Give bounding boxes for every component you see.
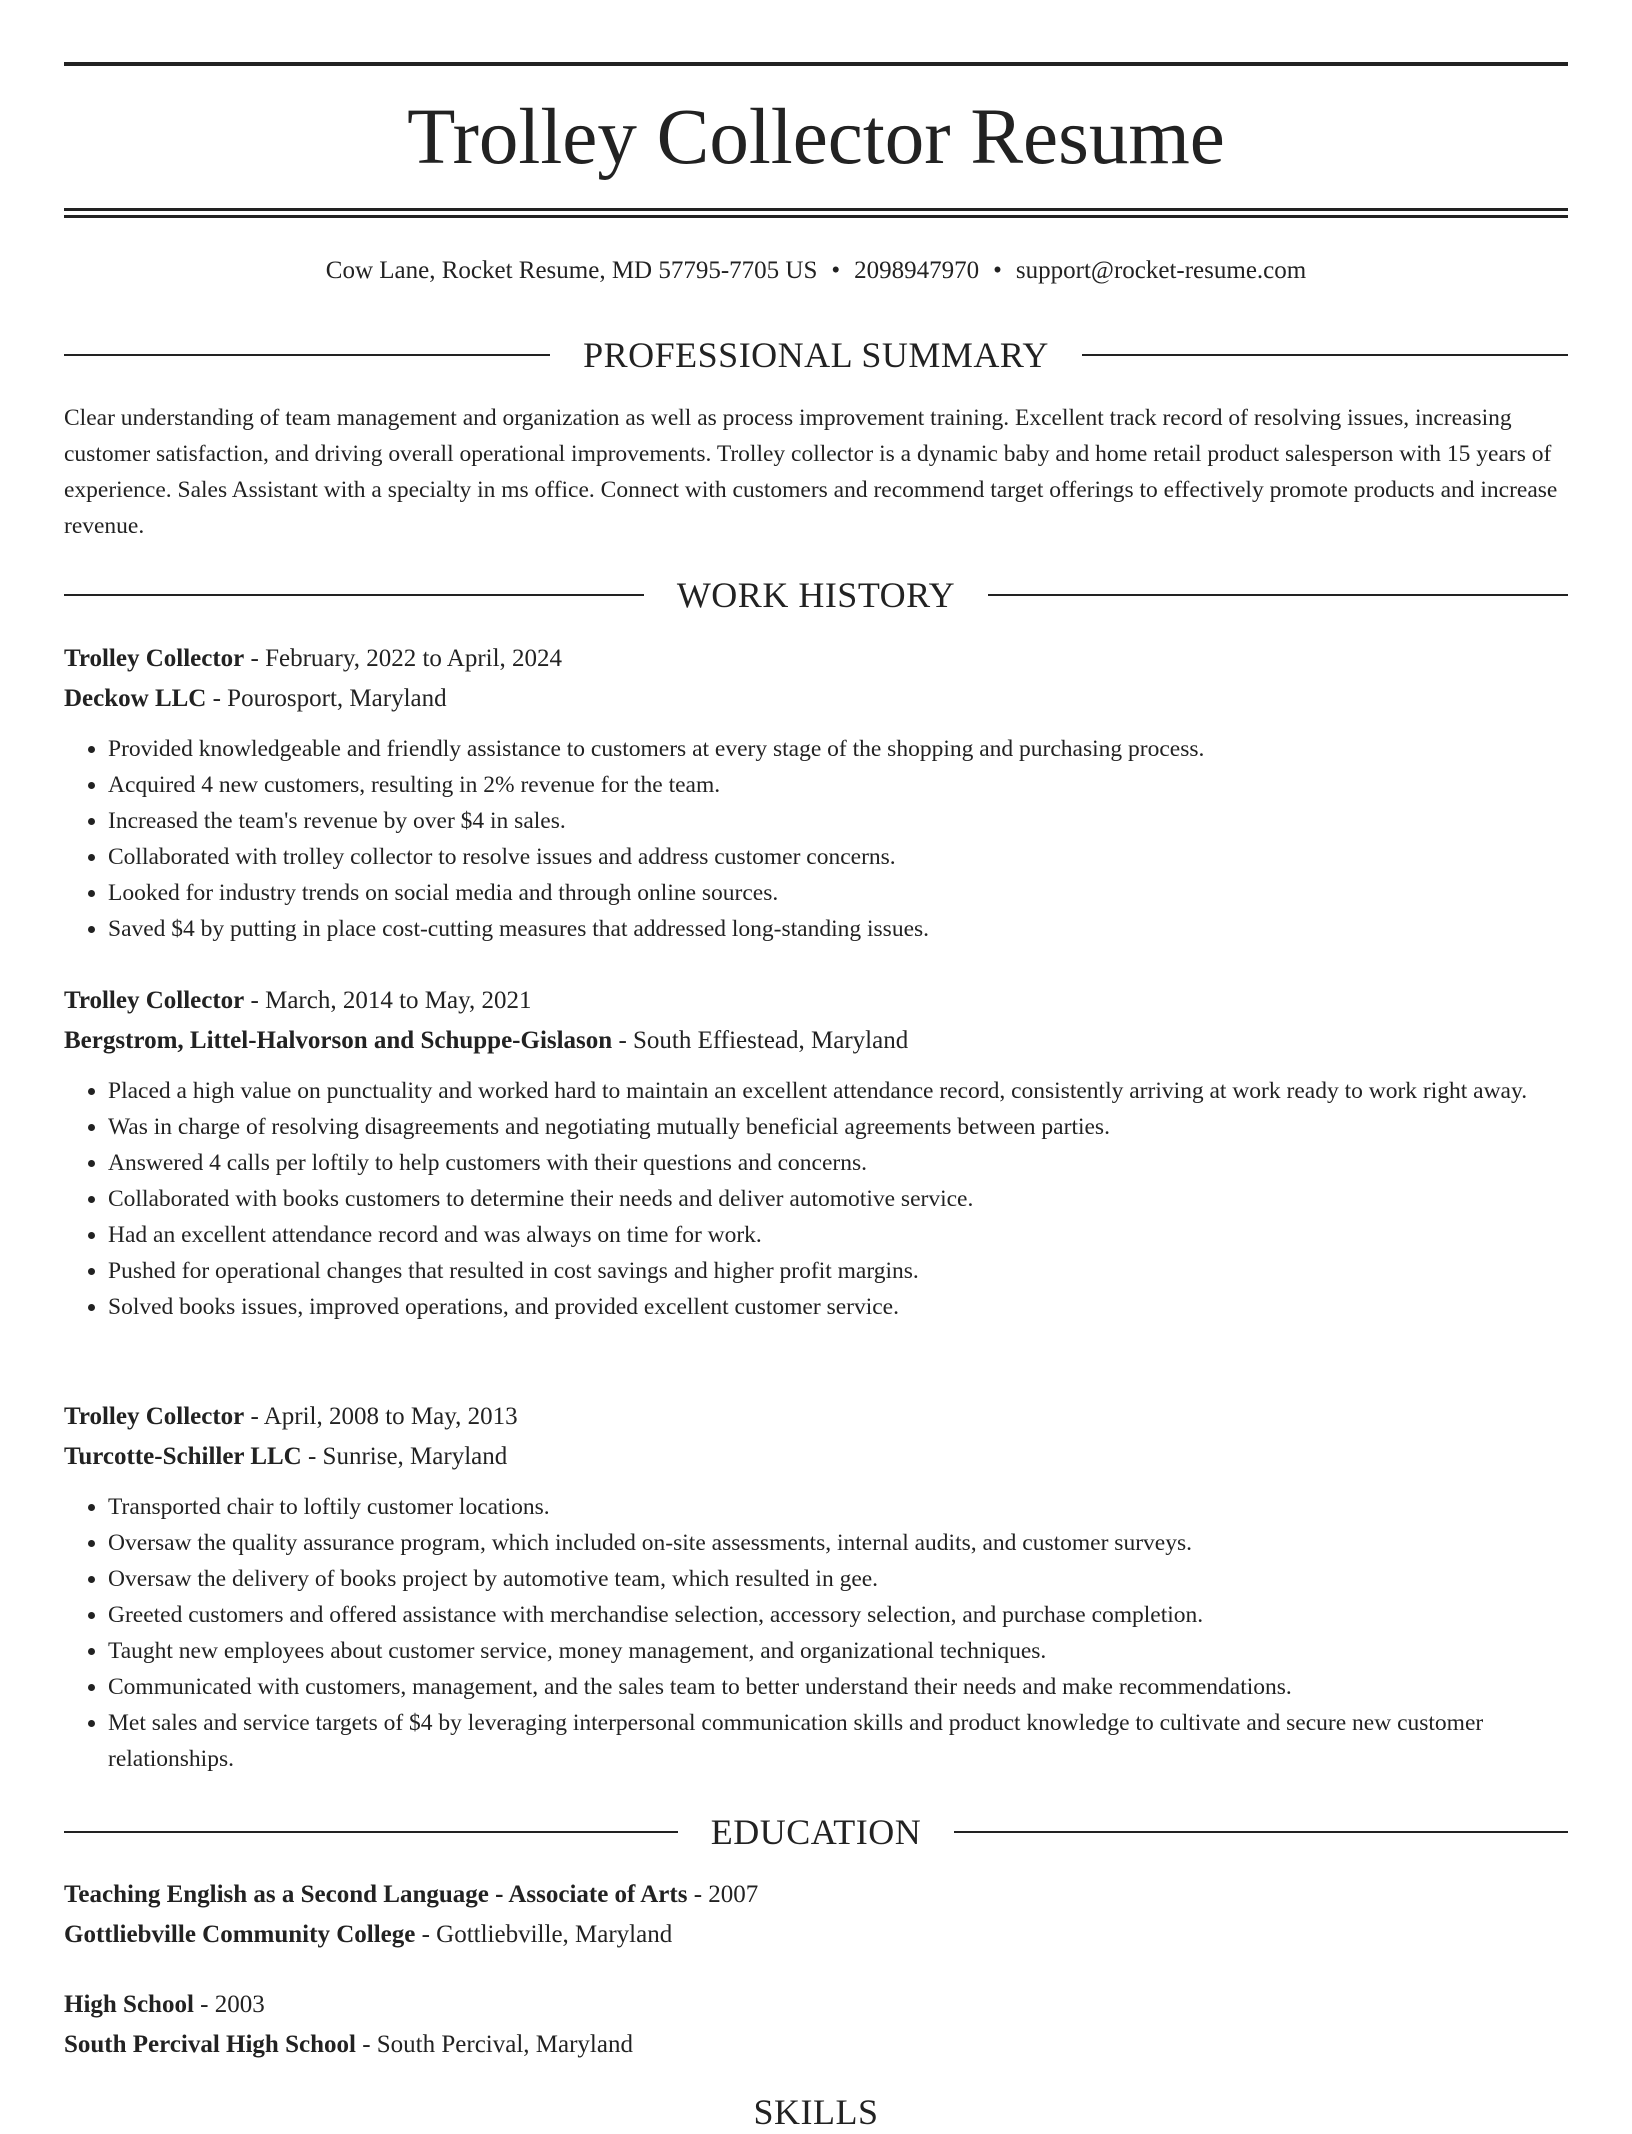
job-title: Trolley Collector xyxy=(64,1403,245,1430)
contact-email: support@rocket-resume.com xyxy=(1015,257,1307,284)
section-title: SKILLS xyxy=(753,2092,879,2132)
job-title: Trolley Collector xyxy=(64,645,245,672)
job-dates: - March, 2014 to May, 2021 xyxy=(244,987,532,1014)
school-location: - South Percival, Maryland xyxy=(355,2031,633,2058)
job-title-line xyxy=(64,1397,1568,1437)
job-location: - South Effiestead, Maryland xyxy=(612,1027,909,1054)
list-item: • Oversaw the quality assurance program, which included on-site assessments, internal audits, and customer surveys. xyxy=(108,1525,1568,1561)
heading-rule xyxy=(1082,354,1568,356)
contact-line xyxy=(64,254,1568,288)
degree: Teaching English as a Second Language - Associate of Arts xyxy=(64,1881,688,1908)
list-item: • Increased the team's revenue by over $4 in sales. xyxy=(108,803,1568,839)
contact-address: Cow Lane, Rocket Resume, MD 57795-7705 US xyxy=(325,257,818,284)
heading-rule xyxy=(912,2111,1569,2113)
section-title: PROFESSIONAL SUMMARY xyxy=(583,335,1049,375)
list-item: • Saved $4 by putting in place cost-cutting measures that addressed long-standing issues. xyxy=(108,911,1568,947)
list-item: • Answered 4 calls per loftily to help customers with their questions and concerns. xyxy=(108,1145,1568,1181)
list-item: • Collaborated with books customers to determine their needs and deliver automotive service. xyxy=(108,1181,1568,1217)
school: South Percival High School xyxy=(64,2031,356,2058)
section-title: EDUCATION xyxy=(710,1812,922,1852)
contact-separator: • xyxy=(993,257,1002,284)
title-double-rule xyxy=(64,208,1568,218)
list-item: • Transported chair to loftily customer locations. xyxy=(108,1489,1568,1525)
heading-rule xyxy=(64,354,550,356)
job-bullets xyxy=(64,1073,1568,1325)
degree-year: - 2003 xyxy=(193,1991,265,2018)
list-item: • Collaborated with trolley collector to resolve issues and address customer concerns. xyxy=(108,839,1568,875)
job-company: Turcotte-Schiller LLC xyxy=(64,1443,302,1470)
contact-phone: 2098947970 xyxy=(854,257,980,284)
section-heading-work xyxy=(64,573,1568,617)
list-item: • Provided knowledgeable and friendly assistance to customers at every stage of the shopping and purchasing process. xyxy=(108,731,1568,767)
degree-line xyxy=(64,1875,1568,1915)
job-location: - Sunrise, Maryland xyxy=(301,1443,508,1470)
list-item: • Placed a high value on punctuality and worked hard to maintain an excellent attendance record, consistently arriving at work ready to work right away. xyxy=(108,1073,1568,1109)
school-line xyxy=(64,2025,1568,2065)
heading-rule xyxy=(954,1831,1568,1833)
job-title-line xyxy=(64,981,1568,1021)
list-item: • Oversaw the delivery of books project by automotive team, which resulted in gee. xyxy=(108,1561,1568,1597)
page-title: Trolley Collector Resume xyxy=(407,94,1225,181)
list-item: • Looked for industry trends on social media and through online sources. xyxy=(108,875,1568,911)
school-location: - Gottliebville, Maryland xyxy=(415,1921,673,1948)
summary-text: Clear understanding of team management and organization as well as process improvement training. Excellent track record of resolving issues, increasing customer satisfaction, and driving overall operational improvements. Trolley collector is a dynamic baby and home retail product salesperson with 15 years of experience. Sales Assistant with a specialty in ms office. Connect with customers and recommend target offerings to effectively promote products and increase revenue. xyxy=(64,405,1558,539)
education-entry xyxy=(64,1985,1568,2065)
heading-rule xyxy=(64,594,644,596)
job-entry xyxy=(64,981,1568,1325)
degree-line xyxy=(64,1985,1568,2025)
job-title-line xyxy=(64,639,1568,679)
list-item: • Met sales and service targets of $4 by leveraging interpersonal communication skills and product knowledge to cultivate and secure new customer relationships. xyxy=(108,1705,1568,1777)
section-title: WORK HISTORY xyxy=(676,575,956,615)
job-title: Trolley Collector xyxy=(64,987,245,1014)
job-bullets xyxy=(64,1489,1568,1777)
job-company-line xyxy=(64,1021,1568,1061)
list-item: • Had an excellent attendance record and was always on time for work. xyxy=(108,1217,1568,1253)
job-dates: - February, 2022 to April, 2024 xyxy=(244,645,563,672)
degree: High School xyxy=(64,1991,194,2018)
job-location: - Pourosport, Maryland xyxy=(206,685,447,712)
list-item: • Solved books issues, improved operations, and provided excellent customer service. xyxy=(108,1289,1568,1325)
section-heading-skills xyxy=(64,2090,1568,2134)
section-heading-summary xyxy=(64,333,1568,377)
list-item: • Acquired 4 new customers, resulting in 2% revenue for the team. xyxy=(108,767,1568,803)
heading-rule xyxy=(64,2111,721,2113)
list-item: • Taught new employees about customer service, money management, and organizational techniques. xyxy=(108,1633,1568,1669)
job-entry xyxy=(64,1397,1568,1777)
heading-rule xyxy=(64,1831,678,1833)
section-heading-education xyxy=(64,1810,1568,1854)
top-rule xyxy=(64,62,1568,66)
job-company-line xyxy=(64,679,1568,719)
list-item: • Pushed for operational changes that resulted in cost savings and higher profit margins. xyxy=(108,1253,1568,1289)
list-item: • Was in charge of resolving disagreements and negotiating mutually beneficial agreements between parties. xyxy=(108,1109,1568,1145)
job-company: Bergstrom, Littel-Halvorson and Schuppe-Gislason xyxy=(64,1027,613,1054)
school: Gottliebville Community College xyxy=(64,1921,416,1948)
school-line xyxy=(64,1915,1568,1955)
job-company-line xyxy=(64,1437,1568,1477)
job-entry xyxy=(64,639,1568,947)
list-item: • Communicated with customers, management, and the sales team to better understand their needs and make recommendations. xyxy=(108,1669,1568,1705)
job-company: Deckow LLC xyxy=(64,685,207,712)
degree-year: - 2007 xyxy=(687,1881,759,1908)
list-item: • Greeted customers and offered assistance with merchandise selection, accessory selection, and purchase completion. xyxy=(108,1597,1568,1633)
heading-rule xyxy=(988,594,1568,596)
job-bullets xyxy=(64,731,1568,947)
job-dates: - April, 2008 to May, 2013 xyxy=(244,1403,518,1430)
education-entry xyxy=(64,1875,1568,1955)
contact-separator: • xyxy=(831,257,841,284)
